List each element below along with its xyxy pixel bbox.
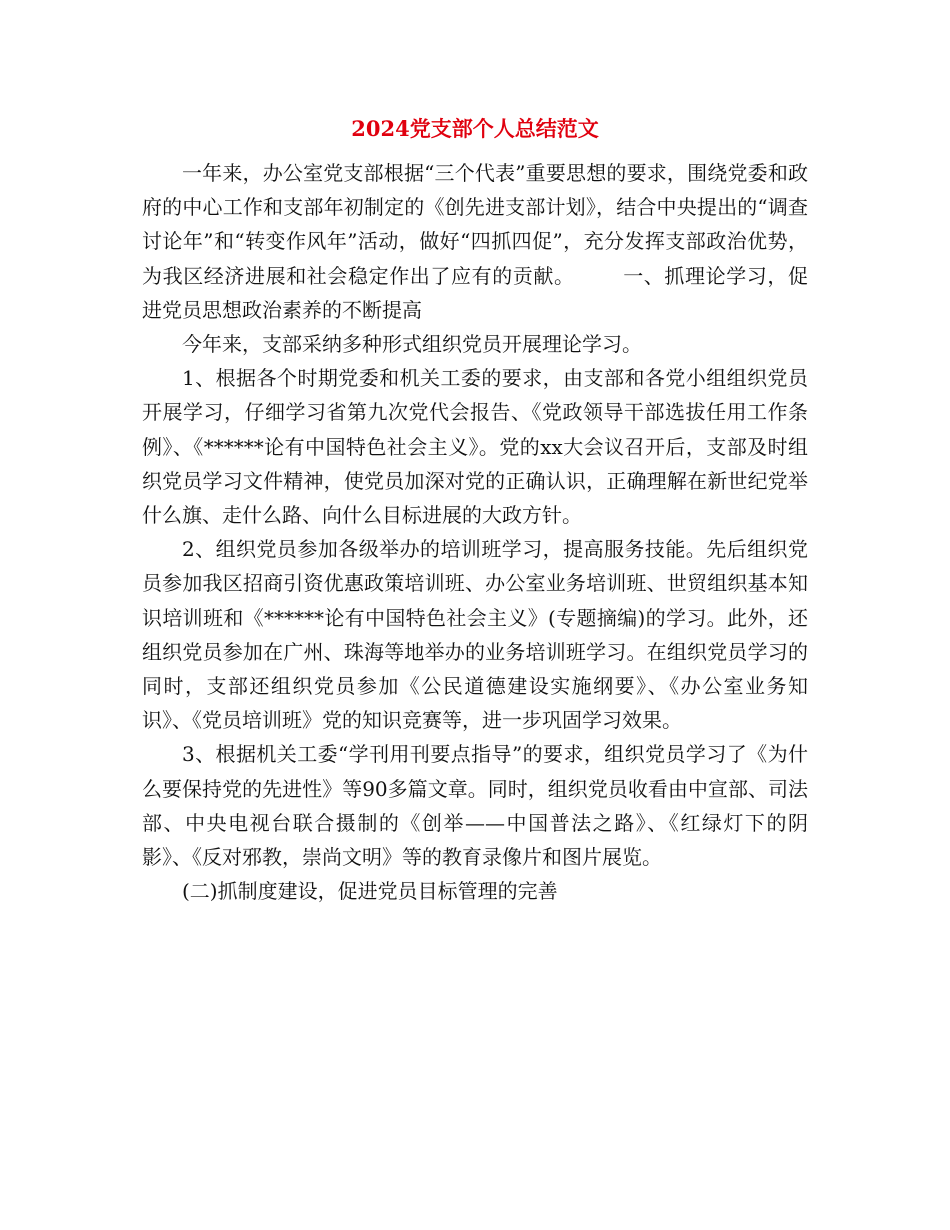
paragraph-intro bbox=[142, 156, 808, 327]
document-body bbox=[142, 156, 808, 908]
section-heading-one: 一、抓理论学习，促进党员思想政治素养的不断提高 bbox=[142, 263, 809, 322]
paragraph-item-3: 3、根据机关工委“学刊用刊要点指导”的要求，组织党员学习了《为什么要保持党的先进性》等90多篇文章。同时，组织党员收看由中宣部、司法部、中央电视台联合摄制的《创举——中国普法之路》、《红绿灯下的阴影》、《反对邪教，崇尚文明》等的教育录像片和图片展览。 bbox=[142, 742, 808, 870]
paragraph-item-1: 1、根据各个时期党委和机关工委的要求，由支部和各党小组组织党员开展学习，仔细学习省第九次党代会报告、《党政领导干部选拔任用工作条例》、《******论有中国特色社会主义》。党的xx大会议召开后，支部及时组织党员学习文件精神，使党员加深对党的正确认识，正确理解在新世纪党举什么旗、走什么路、向什么目标进展的大政方针。 bbox=[142, 366, 808, 528]
section-heading-two: (二)抓制度建设，促进党员目标管理的完善 bbox=[182, 879, 558, 904]
paragraph-study-forms: 今年来，支部采纳多种形式组织党员开展理论学习。 bbox=[182, 332, 642, 357]
paragraph-intro-text: 一年来，办公室党支部根据“三个代表”重要思想的要求，围绕党委和政府的中心工作和支部年初制定的《创先进支部计划》，结合中央提出的“调查讨论年”和“转变作风年”活动，做好“四抓四促”，充分发挥支部政治优势，为我区经济进展和社会稳定作出了应有的贡献。 bbox=[142, 161, 808, 288]
document-title: 2024党支部个人总结范文 bbox=[351, 116, 599, 141]
paragraph-item-2: 2、组织党员参加各级举办的培训班学习，提高服务技能。先后组织党员参加我区招商引资优惠政策培训班、办公室业务培训班、世贸组织基本知识培训班和《******论有中国特色社会主义》(专题摘编)的学习。此外，还组织党员参加在广州、珠海等地举办的业务培训班学习。在组织党员学习的同时，支部还组织党员参加《公民道德建设实施纲要》、《办公室业务知识》、《党员培训班》党的知识竞赛等，进一步巩固学习效果。 bbox=[142, 537, 808, 733]
